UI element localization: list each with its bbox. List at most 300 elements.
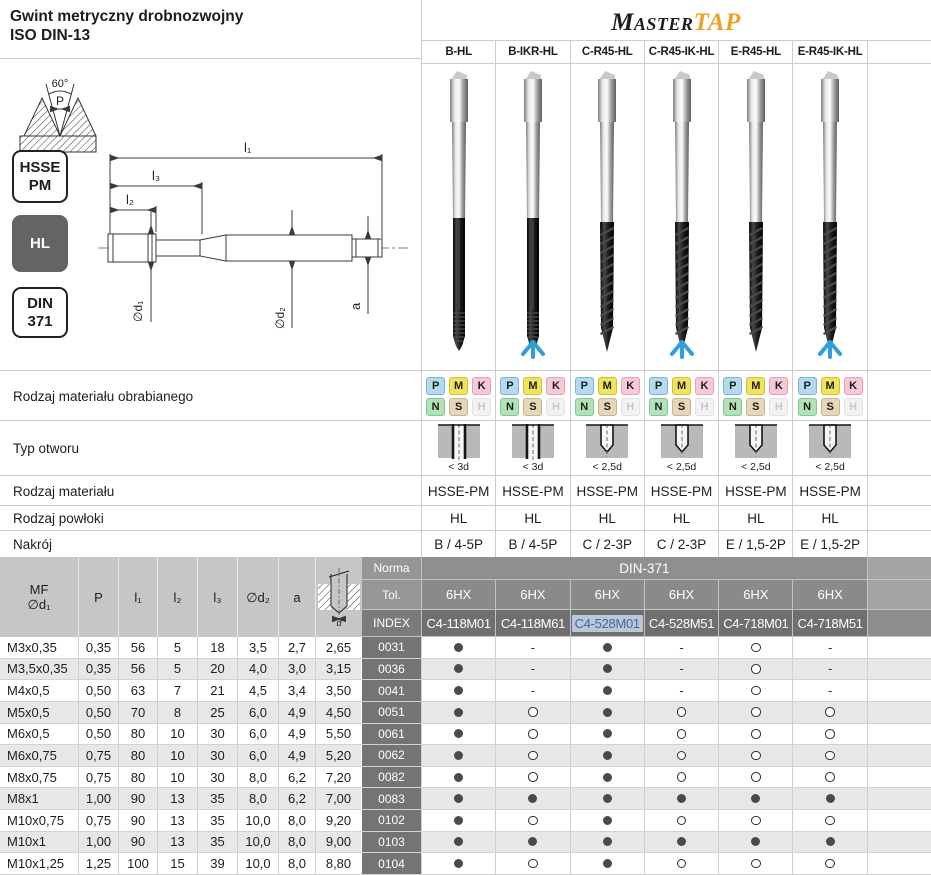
product-header-row — [421, 40, 931, 64]
spec-table-body — [0, 637, 931, 875]
spacer-cell — [867, 659, 931, 680]
availability-dot-open — [677, 859, 687, 869]
cell-a: 6,2 — [278, 767, 315, 788]
chamfer-label: Nakrój — [13, 537, 53, 552]
availability-dot-full — [826, 794, 835, 803]
material-chip-k: K — [695, 377, 714, 395]
spacer-cell — [867, 371, 931, 421]
availability-cell-c-r45-ik-hl — [644, 853, 718, 874]
availability-cell-e-r45-ik-hl — [792, 637, 866, 658]
cell-a: 6,2 — [278, 788, 315, 809]
index-number[interactable]: 0103 — [361, 832, 421, 853]
cell-d2: 8,0 — [237, 788, 278, 809]
availability-dot-full — [454, 643, 463, 652]
table-row-m6x0,75 — [0, 745, 931, 767]
cell-l1: 70 — [118, 702, 157, 723]
material-chip-s: S — [821, 398, 840, 416]
cell-d: 3,50 — [315, 680, 361, 701]
material-chip-p: P — [575, 377, 594, 395]
material-chip-p: P — [426, 377, 445, 395]
catalog-index-code[interactable]: C4-718M01 — [723, 615, 789, 631]
availability-cell-c-r45-ik-hl — [644, 832, 718, 853]
catalog-index-b-hl[interactable] — [421, 610, 495, 637]
table-row-m5x0,5 — [0, 702, 931, 724]
material-chip-n: N — [649, 398, 668, 416]
material-group-chips — [575, 377, 640, 416]
availability-dot-full — [528, 837, 537, 846]
page-title-line2: ISO DIN-13 — [10, 27, 91, 44]
availability-cell-e-r45-ik-hl — [792, 832, 866, 853]
availability-cell-e-r45-ik-hl — [792, 659, 866, 680]
index-number[interactable]: 0061 — [361, 724, 421, 745]
availability-cell-b-hl — [421, 680, 495, 701]
availability-dot-open — [751, 686, 761, 696]
cell-l1: 80 — [118, 745, 157, 766]
badge-hsse-pm — [12, 150, 68, 203]
cell-d2: 10,0 — [237, 853, 278, 874]
cell-l2: 10 — [157, 724, 197, 745]
spacer-cell — [867, 788, 931, 809]
availability-cell-b-hl — [421, 659, 495, 680]
availability-cell-e-r45-hl — [718, 788, 792, 809]
availability-dot-full — [603, 751, 612, 760]
availability-dot-open — [528, 707, 538, 717]
material-chip-s: S — [598, 398, 617, 416]
availability-cell-e-r45-hl — [718, 659, 792, 680]
cell-p: 1,00 — [78, 832, 118, 853]
availability-dot-open — [751, 772, 761, 782]
cell-l1: 80 — [118, 724, 157, 745]
chamfer-value-c-r45-hl: C / 2-3P — [570, 531, 644, 558]
col-header-l3: l₃ — [197, 557, 237, 637]
availability-dot-open — [677, 707, 687, 717]
cell-p: 0,35 — [78, 659, 118, 680]
cell-p: 0,50 — [78, 702, 118, 723]
workpiece-chips-b-ikr-hl — [495, 371, 569, 421]
availability-dot-full — [751, 837, 760, 846]
cell-mf: M8x1 — [7, 791, 39, 807]
availability-dot-full — [528, 794, 537, 803]
cell-a: 2,7 — [278, 637, 315, 658]
table-row-m8x0,75 — [0, 767, 931, 789]
material-chip-p: P — [723, 377, 742, 395]
tool-material-value-e-r45-ik-hl: HSSE-PM — [792, 476, 866, 506]
cell-a: 8,0 — [278, 810, 315, 831]
availability-cell-b-ikr-hl — [495, 853, 569, 874]
availability-dot-open — [825, 816, 835, 826]
hole-type-cell-b-ikr-hl — [495, 421, 569, 476]
availability-dot-open — [751, 643, 761, 653]
availability-cell-b-ikr-hl — [495, 788, 569, 809]
material-chip-n: N — [575, 398, 594, 416]
tolerance-value-c-r45-hl: 6HX — [570, 580, 644, 610]
cell-d2: 8,0 — [237, 767, 278, 788]
cell-l3: 21 — [197, 680, 237, 701]
tap-photo-b-ikr-hl — [495, 62, 569, 370]
cell-l3: 35 — [197, 788, 237, 809]
cell-l1: 63 — [118, 680, 157, 701]
availability-dot-full — [677, 794, 686, 803]
catalog-index-code[interactable]: C4-528M51 — [648, 615, 715, 631]
material-chip-n: N — [426, 398, 445, 416]
material-chip-m: M — [821, 377, 840, 395]
material-chip-p: P — [649, 377, 668, 395]
availability-dot-open — [528, 751, 538, 761]
availability-cell-e-r45-hl — [718, 810, 792, 831]
cell-d: 3,15 — [315, 659, 361, 680]
material-chip-s: S — [672, 398, 691, 416]
availability-none: - — [530, 661, 536, 677]
availability-dot-full — [603, 773, 612, 782]
availability-dot-open — [825, 729, 835, 739]
cell-d: 7,20 — [315, 767, 361, 788]
material-chip-m: M — [746, 377, 765, 395]
spacer-cell — [867, 724, 931, 745]
index-number[interactable]: 0036 — [361, 659, 421, 680]
catalog-index-e-r45-hl[interactable] — [718, 610, 792, 637]
col-header-l2: l₂ — [157, 557, 197, 637]
cell-d: 9,20 — [315, 810, 361, 831]
cell-l1: 100 — [118, 853, 157, 874]
cell-l1: 56 — [118, 637, 157, 658]
product-column-header-e-r45-ik-hl: E-R45-IK-HL — [792, 41, 866, 63]
availability-dot-full — [751, 794, 760, 803]
material-chip-h: H — [844, 398, 863, 416]
cell-mf: M3,5x0,35 — [7, 661, 68, 677]
cell-d2: 6,0 — [237, 745, 278, 766]
drill-diameter-icon — [315, 557, 361, 637]
material-chip-m: M — [449, 377, 468, 395]
availability-cell-e-r45-hl — [718, 767, 792, 788]
cell-a: 4,9 — [278, 745, 315, 766]
availability-dot-open — [677, 816, 687, 826]
product-column-header-c-r45-hl: C-R45-HL — [570, 41, 644, 63]
page-title — [10, 7, 243, 45]
cell-d2: 4,0 — [237, 659, 278, 680]
availability-cell-e-r45-hl — [718, 853, 792, 874]
material-group-chips — [426, 377, 491, 416]
cell-l2: 5 — [157, 659, 197, 680]
availability-dot-full — [454, 816, 463, 825]
material-chip-h: H — [621, 398, 640, 416]
availability-dot-full — [454, 859, 463, 868]
availability-cell-e-r45-hl — [718, 832, 792, 853]
badge-din-371 — [12, 287, 68, 338]
availability-cell-c-r45-hl — [570, 810, 644, 831]
catalog-index-b-ikr-hl[interactable] — [495, 610, 569, 637]
availability-cell-b-hl — [421, 767, 495, 788]
availability-dot-open — [528, 816, 538, 826]
hole-type-row — [0, 420, 931, 476]
tool-material-value-b-hl: HSSE-PM — [421, 476, 495, 506]
cell-mf: M6x0,75 — [7, 747, 57, 763]
tool-material-row — [0, 475, 931, 506]
tolerance-value-b-ikr-hl: 6HX — [495, 580, 569, 610]
drill-dim-label: d — [335, 618, 342, 626]
availability-dot-open — [751, 816, 761, 826]
material-chip-k: K — [769, 377, 788, 395]
cell-p: 0,75 — [78, 767, 118, 788]
availability-cell-c-r45-ik-hl — [644, 810, 718, 831]
cell-d2: 3,5 — [237, 637, 278, 658]
chamfer-value-e-r45-ik-hl: E / 1,5-2P — [792, 531, 866, 558]
cell-d: 2,65 — [315, 637, 361, 658]
product-column-header-b-ikr-hl: B-IKR-HL — [495, 41, 569, 63]
material-group-chips — [723, 377, 788, 416]
index-number[interactable]: 0031 — [361, 637, 421, 658]
spec-table-header — [0, 557, 931, 637]
dim-l3-label: l₃ — [152, 168, 161, 183]
availability-dot-open — [751, 751, 761, 761]
catalog-index-e-r45-ik-hl[interactable] — [792, 610, 866, 637]
spacer-cell — [867, 580, 931, 610]
workpiece-chips-c-r45-ik-hl — [644, 371, 718, 421]
availability-cell-b-ikr-hl — [495, 832, 569, 853]
catalog-index-code[interactable]: C4-118M61 — [500, 615, 566, 631]
cell-d2: 6,0 — [237, 724, 278, 745]
availability-dot-open — [825, 859, 835, 869]
material-chip-n: N — [798, 398, 817, 416]
catalog-index-c-r45-ik-hl[interactable] — [644, 610, 718, 637]
badge-hsse-line2: PM — [28, 176, 52, 194]
availability-dot-full — [454, 664, 463, 673]
availability-cell-b-hl — [421, 745, 495, 766]
tolerance-value-e-r45-ik-hl: 6HX — [792, 580, 866, 610]
availability-cell-e-r45-ik-hl — [792, 853, 866, 874]
cell-l2: 10 — [157, 745, 197, 766]
badge-hl-label: HL — [30, 234, 50, 252]
cell-l2: 8 — [157, 702, 197, 723]
spacer-cell — [867, 62, 931, 370]
index-number[interactable]: 0051 — [361, 702, 421, 723]
workpiece-chips-b-hl — [421, 371, 495, 421]
profile-pitch-label: P — [55, 94, 65, 108]
availability-cell-b-hl — [421, 788, 495, 809]
tap-photo-e-r45-ik-hl — [792, 62, 866, 370]
availability-none: - — [679, 661, 684, 677]
col-header-d2: ∅d₂ — [237, 557, 278, 637]
hole-type-cell-e-r45-hl — [718, 421, 792, 476]
hole-type-blind-icon — [584, 424, 630, 473]
tap-photo-c-r45-ik-hl — [644, 62, 718, 370]
availability-dot-open — [751, 664, 761, 674]
cell-d2: 10,0 — [237, 810, 278, 831]
dim-d2-label: ∅d₂ — [273, 307, 287, 329]
dim-l2-label: l₂ — [126, 192, 134, 207]
hole-depth-label: < 2,5d — [592, 461, 622, 473]
availability-cell-b-hl — [421, 724, 495, 745]
cell-a: 8,0 — [278, 832, 315, 853]
cell-a: 8,0 — [278, 853, 315, 874]
catalog-index-c-r45-hl[interactable] — [570, 610, 644, 637]
cell-l3: 35 — [197, 810, 237, 831]
coating-value-b-hl: HL — [421, 506, 495, 531]
availability-cell-b-hl — [421, 832, 495, 853]
index-number[interactable]: 0082 — [361, 767, 421, 788]
hole-type-cell-b-hl — [421, 421, 495, 476]
availability-cell-c-r45-ik-hl — [644, 745, 718, 766]
material-group-chips — [798, 377, 863, 416]
availability-dot-open — [751, 859, 761, 869]
availability-dot-open — [751, 707, 761, 717]
cell-l3: 35 — [197, 832, 237, 853]
availability-dot-open — [825, 751, 835, 761]
availability-cell-b-hl — [421, 810, 495, 831]
cell-mf: M8x0,75 — [7, 769, 57, 785]
availability-cell-b-ikr-hl — [495, 724, 569, 745]
spacer-cell — [867, 767, 931, 788]
tap-photo-b-hl — [421, 62, 495, 370]
cell-d2: 6,0 — [237, 702, 278, 723]
availability-cell-c-r45-ik-hl — [644, 724, 718, 745]
cell-l2: 15 — [157, 853, 197, 874]
coating-row — [0, 505, 931, 531]
norma-label: Norma — [361, 557, 421, 580]
dim-a-label: a — [348, 302, 363, 310]
cell-p: 0,35 — [78, 637, 118, 658]
product-image-row — [421, 62, 931, 370]
hole-type-blind-icon — [807, 424, 853, 473]
catalog-index-code[interactable]: C4-118M01 — [426, 615, 491, 631]
cell-l1: 90 — [118, 832, 157, 853]
cell-mf: M10x1 — [7, 834, 47, 850]
availability-cell-c-r45-ik-hl — [644, 659, 718, 680]
cell-p: 0,75 — [78, 810, 118, 831]
index-number[interactable]: 0104 — [361, 853, 421, 874]
material-chip-h: H — [472, 398, 491, 416]
cell-a: 4,9 — [278, 724, 315, 745]
brand-logo — [421, 9, 931, 37]
table-row-m3x0,35 — [0, 637, 931, 659]
cell-d2: 10,0 — [237, 832, 278, 853]
availability-cell-c-r45-hl — [570, 724, 644, 745]
availability-dot-full — [603, 664, 612, 673]
spacer-cell — [867, 853, 931, 874]
availability-cell-c-r45-hl — [570, 788, 644, 809]
material-chip-p: P — [798, 377, 817, 395]
availability-cell-e-r45-hl — [718, 680, 792, 701]
availability-cell-e-r45-hl — [718, 702, 792, 723]
tap-dimension-drawing — [96, 138, 421, 334]
workpiece-chips-e-r45-ik-hl — [792, 371, 866, 421]
availability-cell-c-r45-hl — [570, 767, 644, 788]
spacer-cell — [867, 832, 931, 853]
product-column-header-b-hl: B-HL — [421, 41, 495, 63]
spacer-cell — [867, 41, 931, 63]
cell-l2: 13 — [157, 788, 197, 809]
index-number[interactable]: 0083 — [361, 788, 421, 809]
tool-material-value-b-ikr-hl: HSSE-PM — [495, 476, 569, 506]
table-row-m4x0,5 — [0, 680, 931, 702]
availability-cell-e-r45-hl — [718, 637, 792, 658]
availability-none: - — [827, 661, 833, 677]
cell-d: 5,50 — [315, 724, 361, 745]
availability-dot-full — [603, 708, 612, 717]
availability-dot-full — [454, 773, 463, 782]
hole-depth-label: < 2,5d — [666, 461, 697, 473]
hole-type-cell-e-r45-ik-hl — [792, 421, 866, 476]
material-chip-p: P — [500, 377, 519, 395]
tolerance-value-b-hl: 6HX — [421, 580, 495, 610]
availability-dot-full — [677, 837, 686, 846]
availability-cell-c-r45-hl — [570, 745, 644, 766]
availability-dot-open — [677, 729, 687, 739]
tolerance-label: Tol. — [361, 580, 421, 610]
availability-none: - — [679, 683, 684, 699]
material-group-chips — [649, 377, 714, 416]
material-chip-k: K — [472, 377, 491, 395]
tool-material-value-e-r45-hl: HSSE-PM — [718, 476, 792, 506]
availability-cell-e-r45-ik-hl — [792, 788, 866, 809]
availability-none: - — [679, 639, 684, 655]
badge-din-line1: DIN — [27, 294, 53, 312]
catalog-index-code[interactable]: C4-718M51 — [797, 615, 863, 631]
table-row-m6x0,5 — [0, 724, 931, 746]
spacer-cell — [867, 637, 931, 658]
coating-value-c-r45-hl: HL — [570, 506, 644, 531]
material-chip-k: K — [546, 377, 565, 395]
spacer-cell — [867, 476, 931, 506]
chamfer-value-e-r45-hl: E / 1,5-2P — [718, 531, 792, 558]
chamfer-row — [0, 530, 931, 558]
availability-cell-e-r45-hl — [718, 724, 792, 745]
index-number[interactable]: 0041 — [361, 680, 421, 701]
table-row-m10x0,75 — [0, 810, 931, 832]
spacer-cell — [867, 745, 931, 766]
catalog-index-code[interactable]: C4-528M01 — [572, 615, 643, 632]
material-chip-h: H — [546, 398, 565, 416]
hole-depth-label: < 3d — [448, 461, 469, 473]
table-row-m8x1 — [0, 788, 931, 810]
hole-depth-label: < 2,5d — [815, 461, 845, 473]
index-number[interactable]: 0102 — [361, 810, 421, 831]
cell-mf: M4x0,5 — [7, 683, 50, 699]
availability-dot-full — [454, 708, 463, 717]
product-column-header-e-r45-hl: E-R45-HL — [718, 41, 792, 63]
tool-material-value-c-r45-ik-hl: HSSE-PM — [644, 476, 718, 506]
availability-dot-full — [826, 837, 835, 846]
index-number[interactable]: 0062 — [361, 745, 421, 766]
availability-cell-e-r45-ik-hl — [792, 767, 866, 788]
cell-d2: 4,5 — [237, 680, 278, 701]
material-group-chips — [500, 377, 565, 416]
cell-p: 1,25 — [78, 853, 118, 874]
cell-d: 8,80 — [315, 853, 361, 874]
spacer-cell — [867, 610, 931, 637]
title-divider — [0, 58, 421, 59]
material-chip-s: S — [746, 398, 765, 416]
availability-dot-full — [454, 837, 463, 846]
cell-l1: 56 — [118, 659, 157, 680]
availability-cell-b-hl — [421, 853, 495, 874]
badge-hl — [12, 215, 68, 272]
availability-cell-b-ikr-hl — [495, 637, 569, 658]
cell-mf: M10x1,25 — [7, 856, 65, 872]
cell-a: 4,9 — [278, 702, 315, 723]
col-header-mf: MF ∅d₁ — [0, 557, 78, 637]
col-header-p: P — [78, 557, 118, 637]
spacer-cell — [867, 557, 931, 580]
cell-d: 7,00 — [315, 788, 361, 809]
workpiece-chips-c-r45-hl — [570, 371, 644, 421]
availability-cell-b-ikr-hl — [495, 702, 569, 723]
cell-p: 0,50 — [78, 724, 118, 745]
spacer-cell — [867, 810, 931, 831]
availability-cell-e-r45-hl — [718, 745, 792, 766]
profile-angle-label: 60° — [51, 78, 69, 90]
availability-none: - — [827, 683, 833, 699]
cell-l1: 90 — [118, 788, 157, 809]
